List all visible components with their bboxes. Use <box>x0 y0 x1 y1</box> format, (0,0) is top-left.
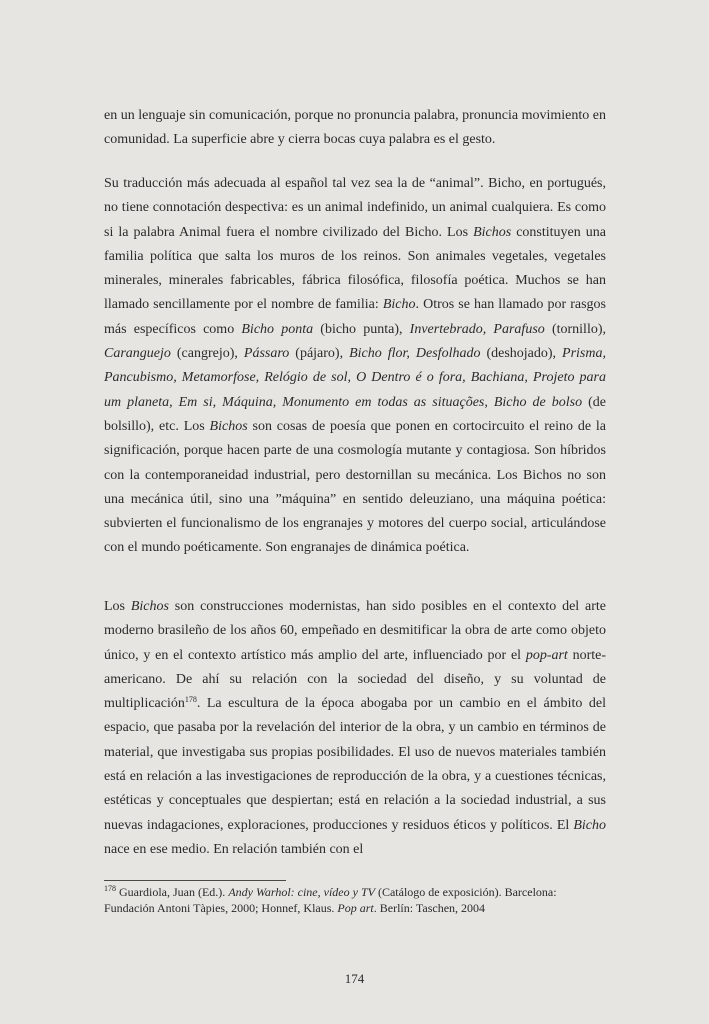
italic-text: Pop art <box>337 900 374 915</box>
italic-text: Invertebrado, Parafuso <box>409 321 545 337</box>
italic-text: Bichos <box>473 224 512 240</box>
italic-text: Bichos <box>209 418 248 434</box>
paragraph-3 <box>104 595 606 862</box>
text-run: (pájaro), <box>289 346 350 362</box>
text-run: constituyen una familia política que salta los muros de los reinos. Son animales vegetales, vegetales minerales, minerales fabricables, fábrica filosófica, filosofía poética. Muchos se han llamado sencillamente por el nombre de familia: <box>104 224 606 313</box>
text-run: norte-americano. De ahí su relación con la sociedad del diseño, y su voluntad de multiplicación <box>104 647 606 712</box>
text-run: (bicho punta), <box>313 321 410 337</box>
footnote-ref: 178 <box>104 884 116 893</box>
footnote-ref: 178 <box>184 695 197 705</box>
paragraph-2 <box>104 172 606 561</box>
footnote-178 <box>104 885 609 916</box>
italic-text: Pássaro <box>243 346 290 362</box>
italic-text: Bicho flor, Desfolhado <box>349 346 481 362</box>
footnote-separator <box>104 880 286 881</box>
italic-text: pop-art <box>525 647 568 663</box>
italic-text: Bichos <box>130 599 169 614</box>
italic-text: Caranguejo <box>104 346 171 362</box>
text-run: (Catálogo de exposición). Barcelona: Fundación Antoni Tàpies, 2000; Honnef, Klaus. <box>104 885 557 915</box>
italic-text: Bicho ponta <box>241 321 314 337</box>
paragraph-1: en un lenguaje sin comunicación, porque no pronuncia palabra, pronuncia movimiento en comunidad. La superficie abre y cierra bocas cuya palabra es el gesto. <box>104 108 606 148</box>
text-run: nace en ese medio. En relación también con el <box>104 841 364 857</box>
text-run: . Otros se han llamado por rasgos más específicos como <box>104 297 606 337</box>
italic-text: Prisma, Pancubismo, Metamorfose, Relógio de sol, O Dentro é o fora, Bachiana, Projeto para um planeta, Em si, Máquina, Monumento em todas as situações, Bicho de bolso <box>104 346 606 410</box>
italic-text: Bicho <box>573 817 606 833</box>
text-run: (tornillo), <box>544 321 607 337</box>
italic-text: Andy Warhol: cine, vídeo y TV <box>228 885 375 899</box>
text-run: . Berlín: Taschen, 2004 <box>373 900 486 915</box>
text-run: Los <box>104 599 131 614</box>
page-number: 174 <box>344 971 365 986</box>
text-run: Guardiola, Juan (Ed.). <box>116 885 229 899</box>
italic-text: Bicho <box>382 297 416 313</box>
text-run: (deshojado), <box>480 346 563 362</box>
text-run: (de bolsillo), etc. Los <box>104 394 606 434</box>
text-run: (cangrejo), <box>170 346 244 362</box>
text-run: Su traducción más adecuada al español tal vez sea la de “animal”. Bicho, en portugués, no tiene connotación despectiva: es un animal indefinido, un animal cualquiera. Es como si la palabra Animal fuera el nombre civilizado del Bicho. Los <box>104 176 606 240</box>
text-run: son construcciones modernistas, han sido posibles en el contexto del arte moderno brasileño de los años 60, empeñado en desmitificar la obra de arte como objeto único, y en el contexto artístico más amplio del arte, influenciado por el <box>104 599 606 663</box>
text-run: son cosas de poesía que ponen en cortocircuito el reino de la significación, porque hacen parte de una cosmología mutante y contagiosa. Son híbridos con la contemporaneidad industrial, pero destornillan su mecánica. Los Bichos no son una mecánica útil, sino una ”máquina” en sentido deleuziano, una máquina poética: subvierten el funcionalismo de los engranajes y motores del cuerpo social, articulándose con el mundo poéticamente. Son engranajes de dinámica poética. <box>104 418 606 556</box>
text-run: . La escultura de la época abogaba por un cambio en el ámbito del espacio, que pasaba por la revelación del interior de la obra, y un cambio en términos de material, que investigaba sus propias posibilidades. El uso de nuevos materiales también está en relación a las investigaciones de reproducción de la obra, y a cuestiones técnicas, estéticas y conceptuales que despiertan; está en relación a la sociedad industrial, a sus nuevas indagaciones, exploraciones, producciones y residuos éticos y políticos. El <box>104 696 606 833</box>
